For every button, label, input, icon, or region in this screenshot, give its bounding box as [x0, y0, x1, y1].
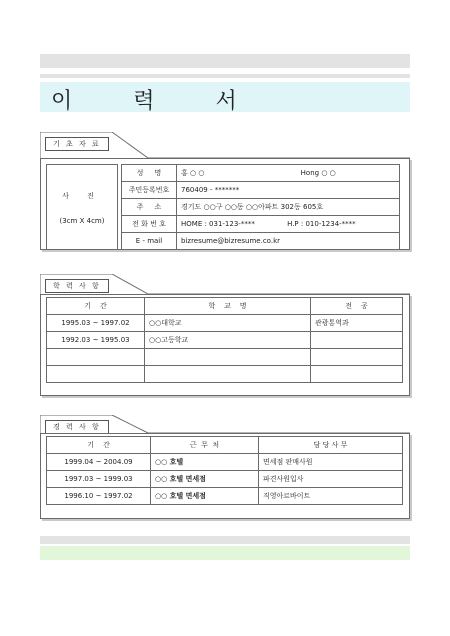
top-decor-line [40, 74, 410, 78]
page-title: 이 력 서 [51, 89, 264, 114]
table-header-row [47, 437, 403, 454]
email-label: E - mail [122, 233, 177, 250]
career-period: 1999.04 ~ 2004.09 [47, 454, 151, 471]
edu-major [311, 332, 403, 349]
photo-box [46, 164, 118, 250]
top-decor-band [40, 54, 410, 68]
header-period: 기 간 [47, 437, 151, 454]
table-row [47, 454, 403, 471]
address-row [122, 199, 400, 216]
id-label: 주민등록번호 [122, 182, 177, 199]
section-label: 학 력 사 항 [45, 279, 109, 293]
career-duty: 면세점 판매사원 [259, 454, 403, 471]
career-section [40, 415, 410, 519]
mobile-phone: H.P : 010-1234-**** [287, 220, 356, 228]
table-row [47, 471, 403, 488]
header-duty: 담 당 사 무 [259, 437, 403, 454]
edu-school: ○○고등학교 [145, 332, 311, 349]
career-duty: 직영아르바이트 [259, 488, 403, 505]
edu-period: 1992.03 ~ 1995.03 [47, 332, 145, 349]
edu-major: 관광통역과 [311, 315, 403, 332]
career-period: 1996.10 ~ 1997.02 [47, 488, 151, 505]
edu-period [47, 366, 145, 383]
career-table [46, 436, 403, 505]
name-row [122, 165, 400, 182]
photo-size: (3cm X 4cm) [59, 217, 105, 225]
section-label: 기 초 자 료 [45, 137, 109, 151]
edu-school [145, 366, 311, 383]
section-label: 경 력 사 항 [45, 420, 109, 434]
education-panel [40, 294, 410, 396]
career-duty: 파견사원입사 [259, 471, 403, 488]
edu-period [47, 349, 145, 366]
bottom-decor-band [40, 546, 410, 560]
career-workplace: ○○ 호텔 면세점 [151, 471, 259, 488]
table-row [47, 349, 403, 366]
id-row [122, 182, 400, 199]
table-row [47, 315, 403, 332]
phone-label: 전 화 번 호 [122, 216, 177, 233]
address-label: 주 소 [122, 199, 177, 216]
basic-info-table [121, 164, 400, 250]
email-value: bizresume@bizresume.co.kr [177, 233, 400, 250]
name-label: 성 명 [122, 165, 177, 182]
address-value: 경기도 ○○구 ○○동 ○○아파트 302동 605호 [177, 199, 400, 216]
home-phone: HOME : 031-123-**** [181, 220, 255, 228]
table-row [47, 488, 403, 505]
career-panel [40, 433, 410, 519]
edu-major [311, 366, 403, 383]
phone-cell [177, 216, 400, 233]
edu-period: 1995.03 ~ 1997.02 [47, 315, 145, 332]
id-value: 760409 - ******* [177, 182, 400, 199]
career-workplace: ○○ 호텔 [151, 454, 259, 471]
photo-label: 사 진 [62, 192, 102, 200]
career-period: 1997.03 ~ 1999.03 [47, 471, 151, 488]
name-english: Hong ○ ○ [300, 169, 336, 177]
education-table [46, 297, 403, 383]
email-row [122, 233, 400, 250]
edu-school: ○○대학교 [145, 315, 311, 332]
name-value: 홍 ○ ○ [181, 169, 205, 177]
edu-major [311, 349, 403, 366]
header-school: 학 교 명 [145, 298, 311, 315]
table-header-row [47, 298, 403, 315]
edu-school [145, 349, 311, 366]
table-row [47, 366, 403, 383]
table-row [47, 332, 403, 349]
header-period: 기 간 [47, 298, 145, 315]
career-workplace: ○○ 호텔 면세점 [151, 488, 259, 505]
header-major: 전 공 [311, 298, 403, 315]
basic-info-panel [40, 158, 410, 250]
phone-row [122, 216, 400, 233]
education-section [40, 274, 410, 396]
bottom-decor-line [40, 536, 410, 544]
header-workplace: 근 무 처 [151, 437, 259, 454]
basic-info-section [40, 132, 410, 250]
name-cell [177, 165, 400, 182]
